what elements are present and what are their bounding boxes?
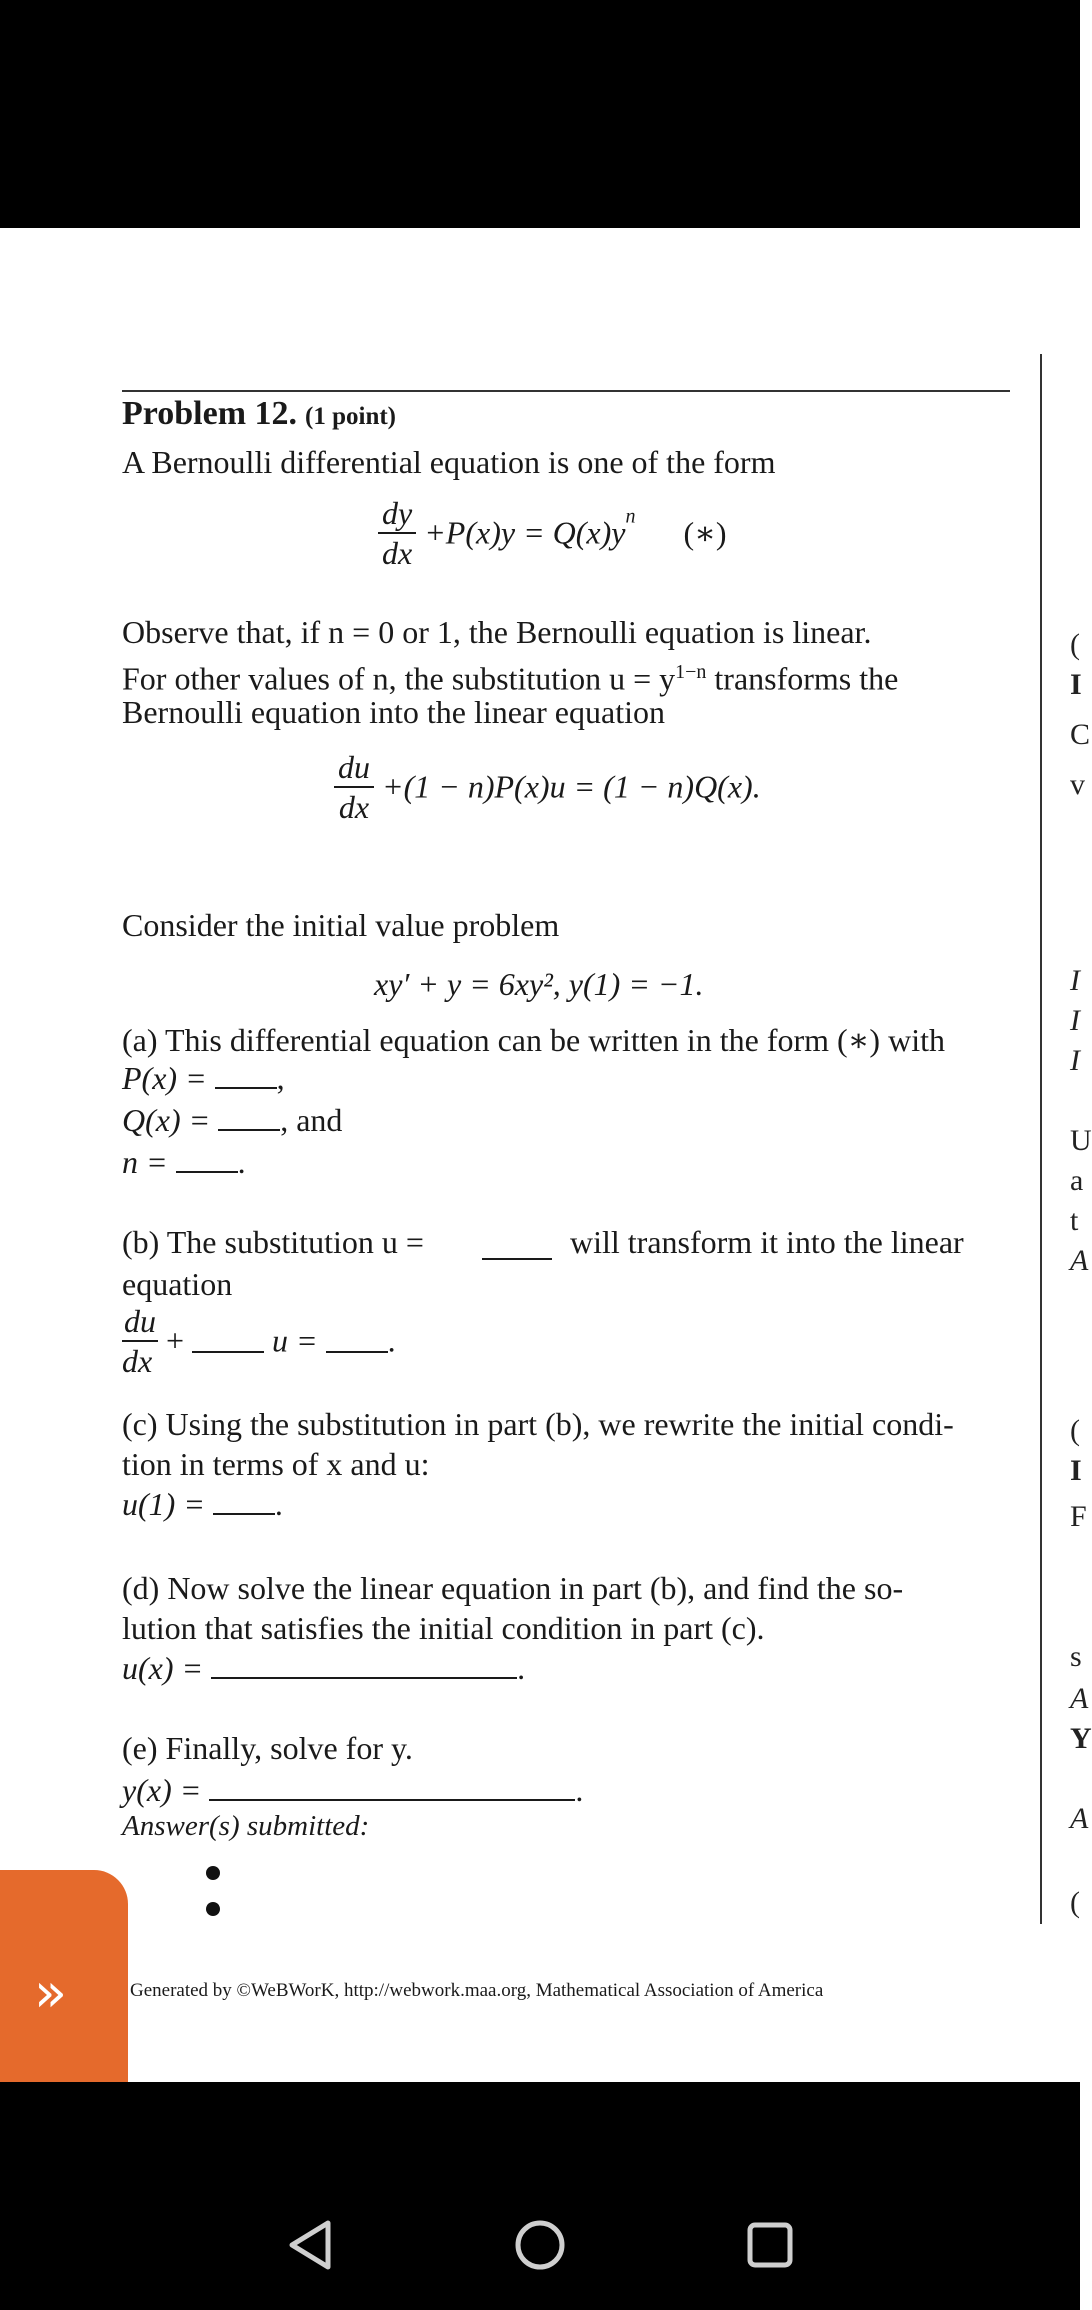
clipped-text: t (1070, 1204, 1079, 1237)
period: . (387, 1322, 396, 1359)
clipped-text: ( (1070, 628, 1080, 661)
home-icon[interactable] (510, 2215, 570, 2275)
comma: , (276, 1060, 285, 1096)
part-c-line-2: tion in terms of x and u: (122, 1446, 430, 1482)
clipped-text: I (1070, 964, 1080, 997)
yx-answer-blank[interactable] (209, 1777, 575, 1801)
period: . (575, 1772, 584, 1808)
clipped-text: C (1070, 718, 1091, 751)
period: . (517, 1650, 526, 1686)
du-dx-fraction (334, 748, 374, 826)
clipped-text: F (1070, 1500, 1087, 1533)
period: . (274, 1486, 283, 1522)
problem-title: Problem 12. (122, 395, 298, 432)
problem-heading (122, 393, 396, 437)
part-c-u1-label: u(1) = (122, 1486, 205, 1522)
part-d-line-1: (d) Now solve the linear equation in part (b), and find the so- (122, 1570, 904, 1606)
clipped-text: I (1070, 1004, 1080, 1037)
double-chevron-right-icon[interactable]: » (34, 1961, 68, 2024)
frac-denominator: dx (122, 1343, 153, 1379)
back-icon[interactable] (280, 2215, 340, 2275)
equation-body: +P(x)y = Q(x)y (424, 514, 626, 551)
frac-denominator: dx (338, 789, 370, 825)
part-b-line-1b: will transform it into the linear (570, 1224, 964, 1260)
period: . (237, 1144, 246, 1180)
part-a-n-label: n = (122, 1144, 168, 1180)
part-a-n-row (122, 1142, 246, 1182)
n-answer-blank[interactable] (176, 1149, 238, 1173)
part-a-text: (a) This differential equation can be written in the form (∗) with (122, 1022, 945, 1058)
clipped-text: a (1070, 1164, 1084, 1197)
clipped-text: A (1070, 1802, 1089, 1835)
frac-numerator: dy (378, 494, 416, 534)
initial-value-problem: xy′ + y = 6xy², y(1) = −1. (374, 966, 704, 1002)
clipped-text: Y (1070, 1722, 1092, 1755)
problem-points: (1 point) (305, 403, 396, 430)
Q-answer-blank[interactable] (218, 1107, 280, 1131)
recents-icon[interactable] (740, 2215, 800, 2275)
part-e-yx-row (122, 1770, 583, 1810)
plus-sign: + (166, 1322, 185, 1359)
clipped-text: v (1070, 768, 1085, 801)
part-d-ux-label: u(x) = (122, 1650, 204, 1686)
part-b-line-2: equation (122, 1266, 233, 1302)
status-bar (0, 0, 1080, 228)
observe-line-2a: For other values of n, the substitution u = y (122, 660, 676, 697)
clipped-text: U (1070, 1124, 1092, 1157)
answers-submitted-label: Answer(s) submitted: (122, 1810, 370, 1842)
consider-text: Consider the initial value problem (122, 907, 560, 943)
clipped-text: A (1070, 1244, 1089, 1277)
top-rule (122, 390, 1010, 392)
u1-answer-blank[interactable] (213, 1491, 275, 1515)
ux-answer-blank[interactable] (211, 1655, 517, 1679)
part-a-Q-row (122, 1100, 342, 1140)
clipped-text: I (1070, 1454, 1082, 1487)
frac-denominator: dx (382, 535, 413, 571)
equation-tag: (∗) (683, 515, 727, 551)
frac-numerator: du (334, 748, 374, 788)
part-a-P-label: P(x) = (122, 1060, 207, 1096)
part-e-line-1: (e) Finally, solve for y. (122, 1730, 413, 1766)
linear-equation-body: +(1 − n)P(x)u = (1 − n)Q(x). (382, 768, 761, 805)
part-a-Q-label: Q(x) = (122, 1102, 211, 1138)
du-dx-fraction-b (122, 1302, 158, 1380)
part-a-P-row (122, 1058, 285, 1098)
clipped-text: I (1070, 1044, 1080, 1077)
clipped-text: I (1070, 668, 1082, 701)
intro-text: A Bernoulli differential equation is one of the form (122, 444, 776, 480)
rhs-answer-blank[interactable] (326, 1329, 388, 1353)
clipped-text: ( (1070, 1886, 1080, 1919)
clipped-text: ( (1070, 1414, 1080, 1447)
frac-numerator: du (122, 1302, 158, 1342)
P-answer-blank[interactable] (215, 1065, 277, 1089)
substitution-answer-blank[interactable] (482, 1236, 552, 1260)
observe-line-3: Bernoulli equation into the linear equation (122, 694, 665, 730)
part-b-u-equals: u = (272, 1322, 318, 1359)
observe-line-2b: transforms the (706, 660, 899, 697)
column-divider (1040, 354, 1042, 1924)
part-d-ux-row (122, 1648, 525, 1688)
dy-dx-fraction (378, 494, 416, 572)
part-c-u1-row (122, 1484, 283, 1524)
coefficient-answer-blank[interactable] (192, 1329, 264, 1353)
linear-equation (334, 748, 761, 826)
clipped-text: A (1070, 1682, 1089, 1715)
answer-bullet (206, 1902, 220, 1916)
navigation-bar (0, 2082, 1080, 2310)
part-d-line-2: lution that satisfies the initial condition in part (c). (122, 1610, 765, 1646)
observe-exponent: 1−n (675, 661, 707, 683)
and-text: , and (280, 1102, 343, 1138)
part-c-line-1: (c) Using the substitution in part (b), we rewrite the initial condi- (122, 1406, 954, 1442)
part-b-line-1a: (b) The substitution u = (122, 1224, 424, 1260)
part-b-equation (122, 1302, 396, 1380)
footer-credit: Generated by ©WeBWorK, http://webwork.maa.org, Mathematical Association of America (130, 1980, 824, 2001)
equation-exponent: n (625, 505, 636, 528)
clipped-text: s (1070, 1640, 1082, 1673)
answer-bullet (206, 1866, 220, 1880)
observe-line-1: Observe that, if n = 0 or 1, the Bernoulli equation is linear. (122, 614, 872, 650)
bernoulli-equation (378, 494, 727, 572)
part-e-yx-label: y(x) = (122, 1772, 202, 1808)
